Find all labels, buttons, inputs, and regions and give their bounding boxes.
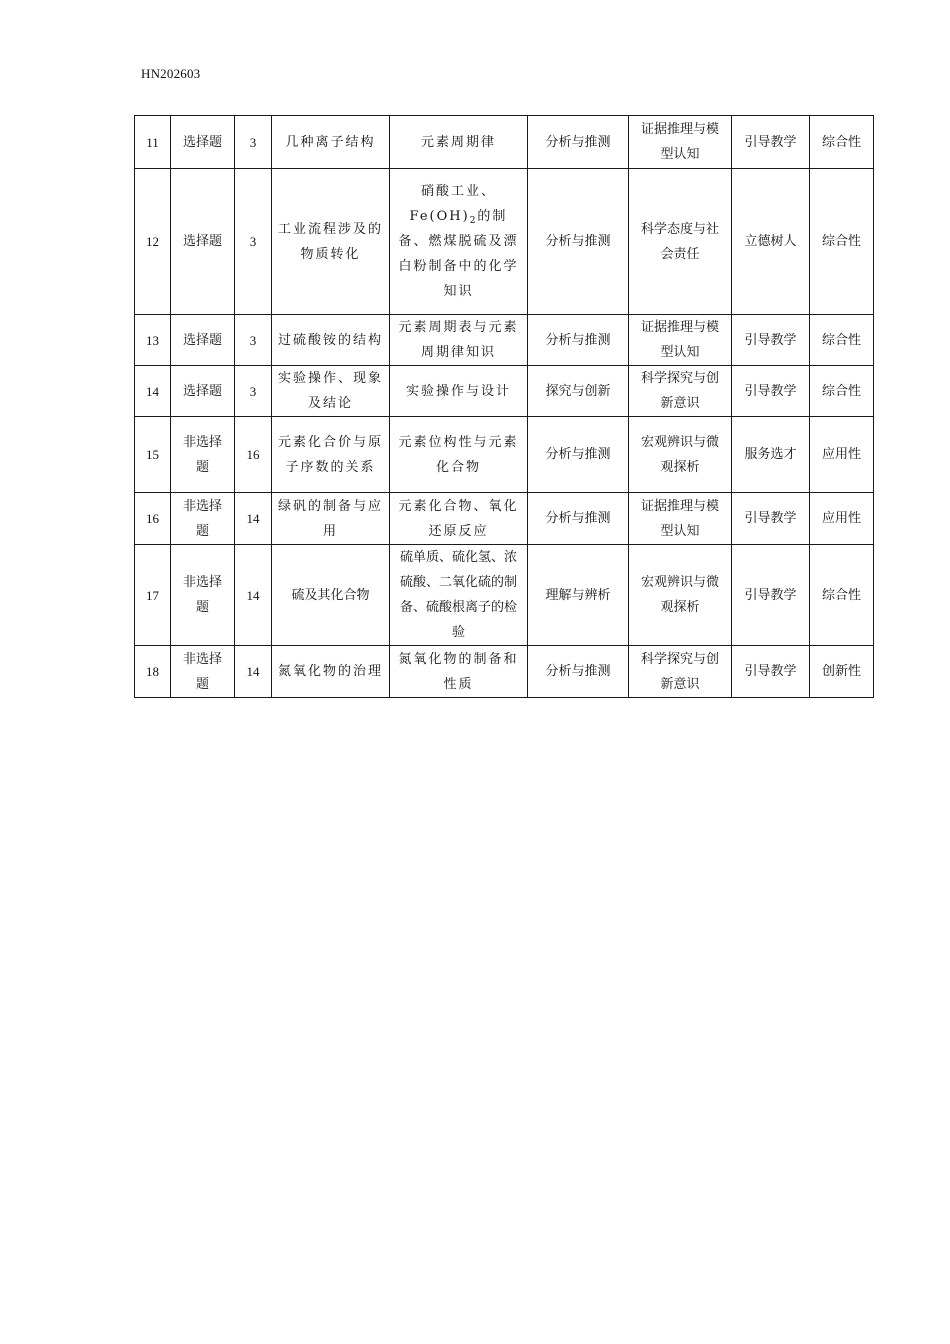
knowledge-points: 氮氧化物的制备和性质 [390,646,528,698]
knowledge-points: 硫单质、硫化氢、浓硫酸、二氧化硫的制备、硫酸根离子的检验 [390,545,528,646]
key-ability: 探究与创新 [528,366,629,417]
knowledge-points [390,169,528,315]
question-content: 过硫酸铵的结构 [272,315,390,366]
question-spec-table [134,115,874,698]
question-score: 14 [235,493,272,545]
knowledge-points: 实验操作与设计 [390,366,528,417]
assessment-kind: 创新性 [810,646,874,698]
table-row [135,315,874,366]
assessment-goal: 引导教学 [732,545,810,646]
assessment-kind: 综合性 [810,545,874,646]
assessment-goal: 引导教学 [732,366,810,417]
key-ability: 分析与推测 [528,169,629,315]
question-type: 非选择题 [171,545,235,646]
knowledge-text: 硝酸工业、 [420,184,496,199]
question-score: 3 [235,169,272,315]
assessment-goal: 引导教学 [732,646,810,698]
knowledge-points: 元素周期表与元素周期律知识 [390,315,528,366]
core-literacy: 证据推理与模型认知 [629,315,732,366]
question-type: 选择题 [171,366,235,417]
key-ability: 分析与推测 [528,315,629,366]
knowledge-text: 的制备、燃煤脱硫及漂白粉制备中的化学知识 [398,209,519,299]
knowledge-points: 元素化合物、氧化还原反应 [390,493,528,545]
question-number: 11 [135,116,171,169]
knowledge-points: 元素位构性与元素化合物 [390,417,528,493]
question-content: 氮氧化物的治理 [272,646,390,698]
question-type: 选择题 [171,116,235,169]
assessment-goal: 引导教学 [732,315,810,366]
question-score: 14 [235,646,272,698]
table-row [135,366,874,417]
question-type: 选择题 [171,169,235,315]
core-literacy: 科学探究与创新意识 [629,646,732,698]
assessment-kind: 应用性 [810,493,874,545]
question-number: 12 [135,169,171,315]
question-type: 选择题 [171,315,235,366]
question-score: 3 [235,116,272,169]
question-number: 17 [135,545,171,646]
core-literacy: 宏观辨识与微观探析 [629,545,732,646]
chemical-formula: Fe(OH) [409,209,470,224]
table-row [135,417,874,493]
assessment-kind: 综合性 [810,169,874,315]
assessment-goal: 服务选才 [732,417,810,493]
formula-subscript: 2 [469,216,478,226]
question-type: 非选择题 [171,493,235,545]
question-content: 实验操作、现象及结论 [272,366,390,417]
question-number: 13 [135,315,171,366]
table-row [135,116,874,169]
question-content: 硫及其化合物 [272,545,390,646]
table-row [135,545,874,646]
question-number: 16 [135,493,171,545]
assessment-goal: 立德树人 [732,169,810,315]
core-literacy: 证据推理与模型认知 [629,493,732,545]
question-score: 3 [235,315,272,366]
question-score: 3 [235,366,272,417]
question-type: 非选择题 [171,417,235,493]
key-ability: 分析与推测 [528,116,629,169]
core-literacy: 科学探究与创新意识 [629,366,732,417]
question-content: 元素化合价与原子序数的关系 [272,417,390,493]
core-literacy: 宏观辨识与微观探析 [629,417,732,493]
table-row [135,646,874,698]
question-number: 14 [135,366,171,417]
core-literacy: 证据推理与模型认知 [629,116,732,169]
key-ability: 分析与推测 [528,646,629,698]
assessment-goal: 引导教学 [732,116,810,169]
question-score: 14 [235,545,272,646]
question-content: 几种离子结构 [272,116,390,169]
assessment-kind: 综合性 [810,116,874,169]
assessment-kind: 综合性 [810,315,874,366]
question-content: 绿矾的制备与应用 [272,493,390,545]
knowledge-points: 元素周期律 [390,116,528,169]
assessment-kind: 应用性 [810,417,874,493]
assessment-kind: 综合性 [810,366,874,417]
key-ability: 分析与推测 [528,493,629,545]
question-number: 15 [135,417,171,493]
assessment-goal: 引导教学 [732,493,810,545]
key-ability: 理解与辨析 [528,545,629,646]
document-code: HN202603 [141,66,201,81]
core-literacy: 科学态度与社会责任 [629,169,732,315]
question-score: 16 [235,417,272,493]
table-row [135,169,874,315]
question-content: 工业流程涉及的物质转化 [272,169,390,315]
question-number: 18 [135,646,171,698]
key-ability: 分析与推测 [528,417,629,493]
question-type: 非选择题 [171,646,235,698]
table-row [135,493,874,545]
